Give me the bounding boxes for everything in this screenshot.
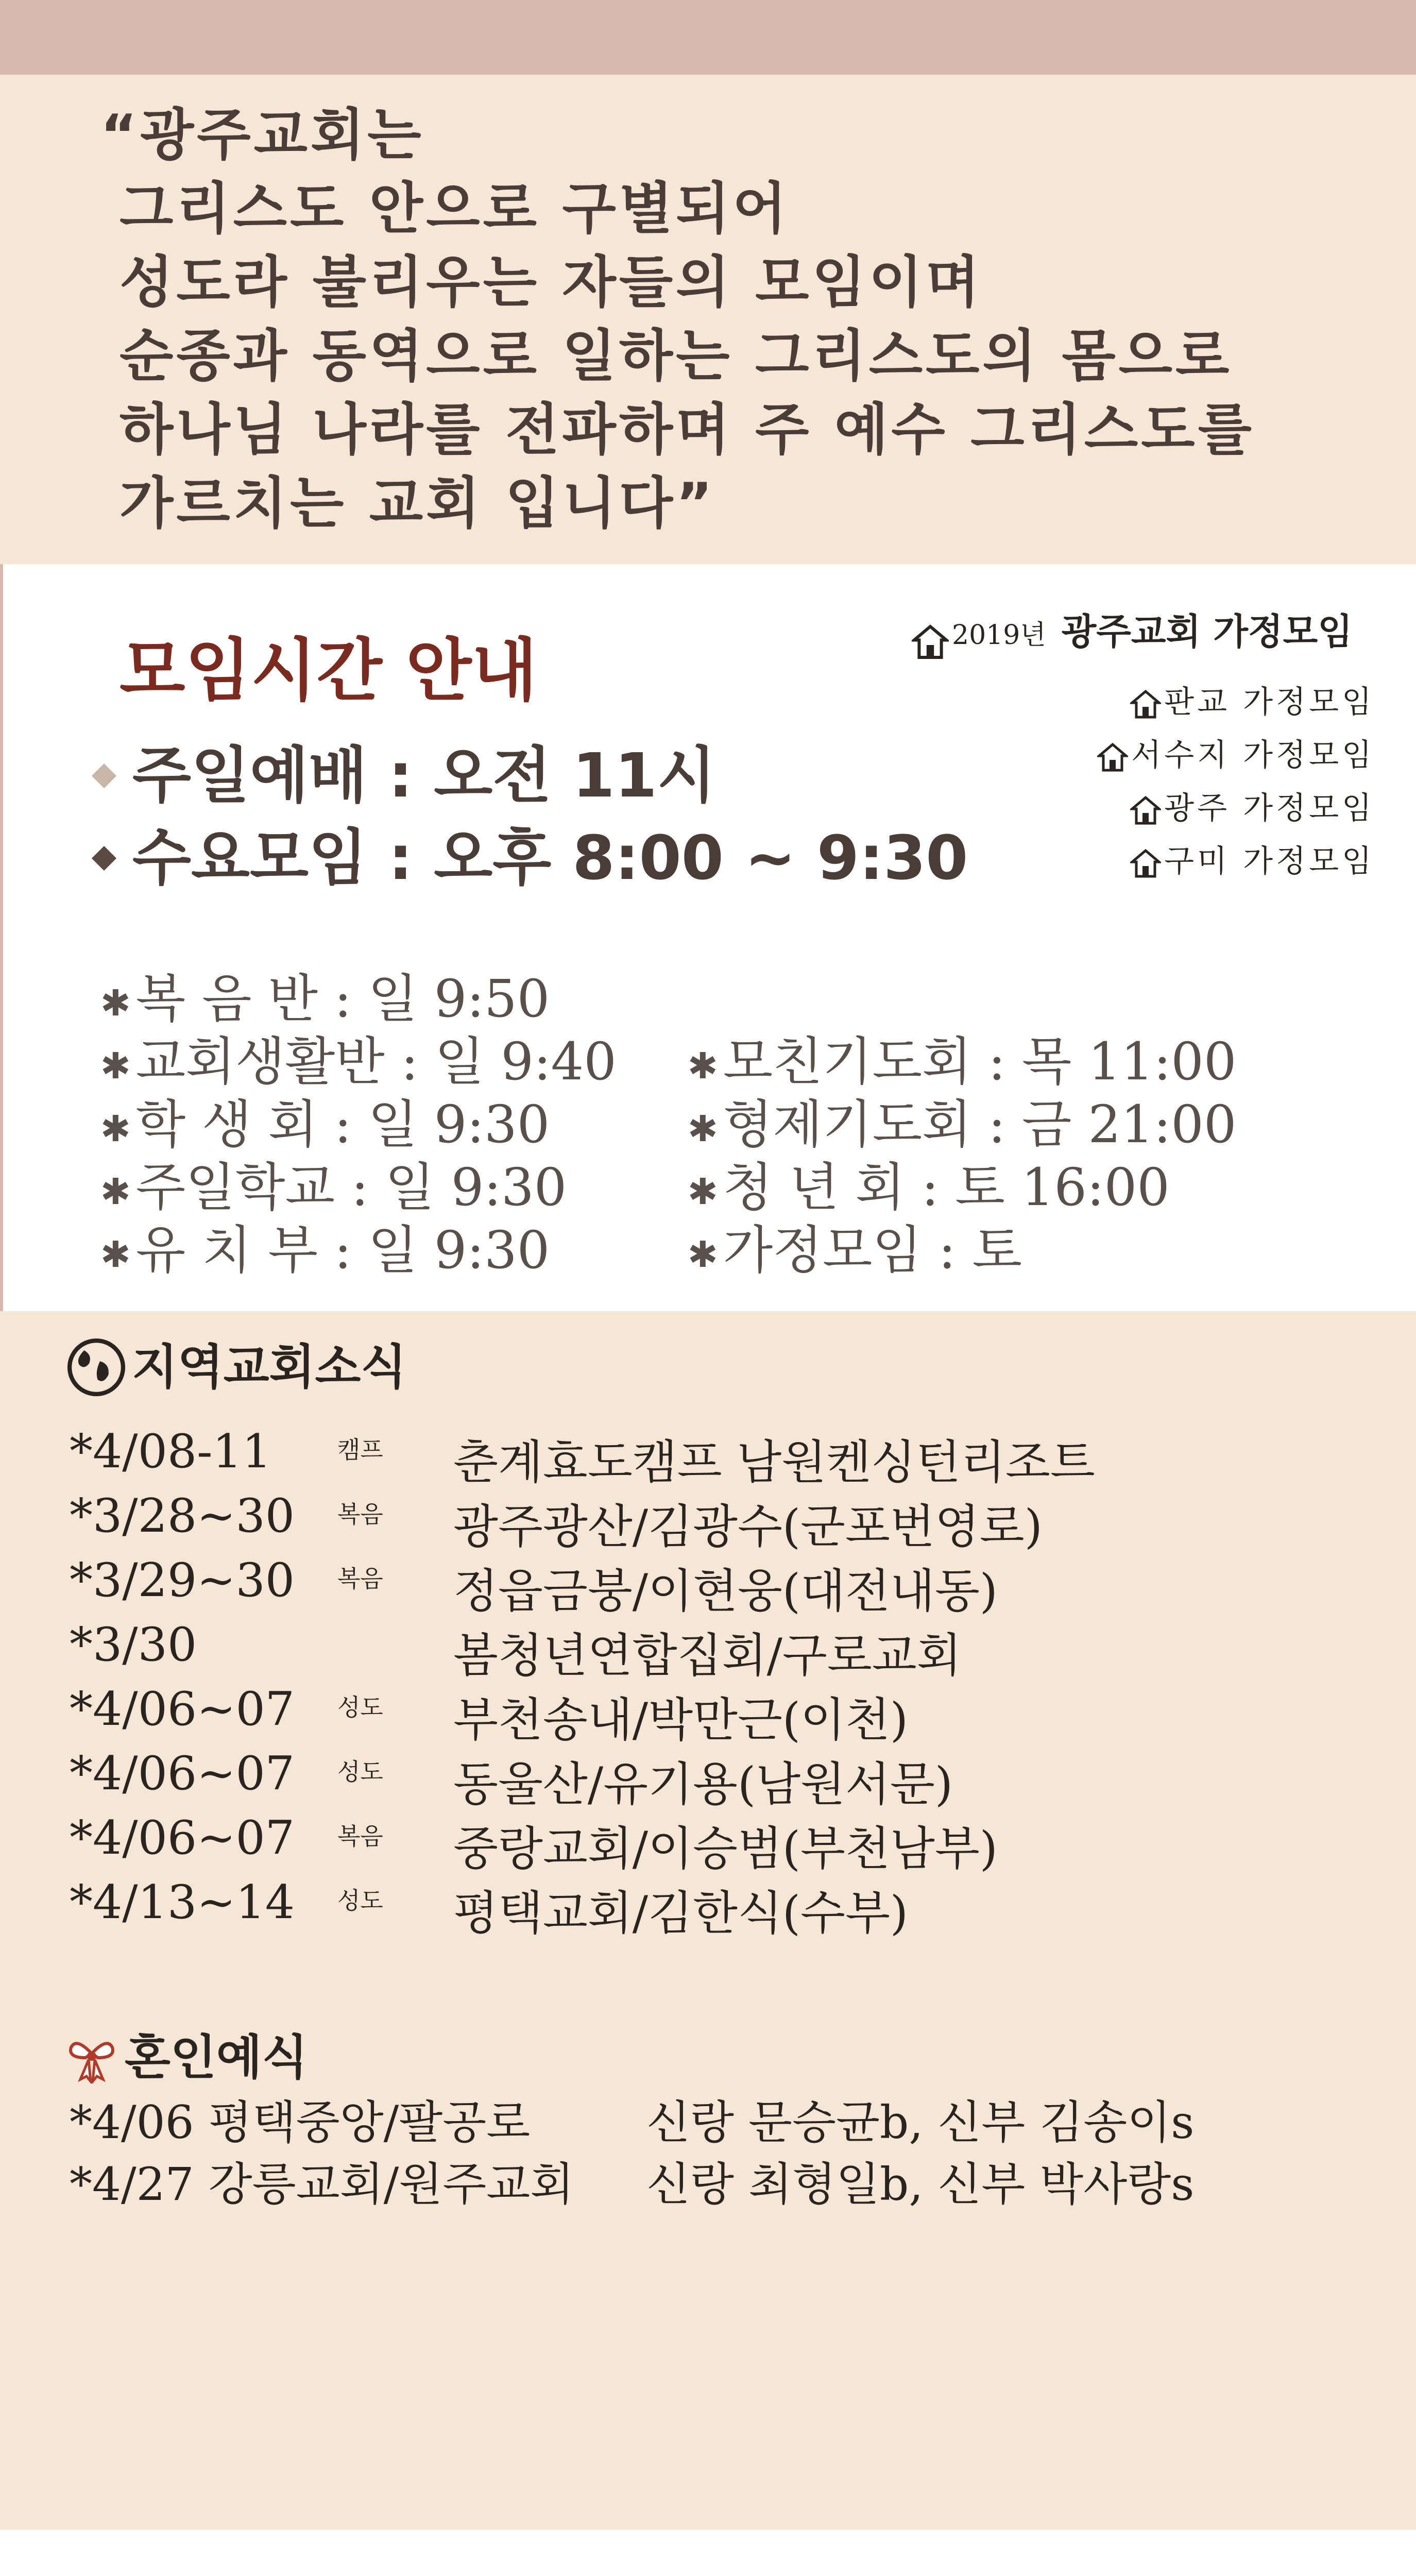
news-tag: 복음 xyxy=(337,1822,383,1850)
house-icon xyxy=(1130,849,1161,878)
home-meeting-label: 광주 가정모임 xyxy=(1164,790,1375,826)
schedule-time: : 일 9:30 xyxy=(351,1157,567,1217)
news-date: *4/06~07 xyxy=(70,1682,295,1736)
schedule-time: : 목 11:00 xyxy=(988,1031,1237,1092)
schedule-time: : 금 21:00 xyxy=(988,1094,1237,1155)
home-meeting-label: 판교 가정모임 xyxy=(1164,684,1375,720)
sunday-worship xyxy=(95,726,716,814)
news-date: *4/06~07 xyxy=(70,1747,295,1801)
diamond-bullet-icon xyxy=(92,764,116,788)
house-icon xyxy=(1130,689,1161,719)
schedule-item: ✱ 모친기도회 : 목 11:00 xyxy=(688,1031,1237,1092)
wedding-header xyxy=(66,2020,308,2088)
schedule-name: 유 치 부 xyxy=(135,1220,318,1280)
mission-line: 하나님 나라를 전파하며 주 예수 그리스도를 xyxy=(120,398,1255,462)
news-date: *3/30 xyxy=(70,1618,197,1672)
news-desc: 춘계효도캠프 남원켄싱턴리조트 xyxy=(453,1435,1095,1489)
schedule-item: ✱ 형제기도회 : 금 21:00 xyxy=(688,1094,1237,1155)
schedule-name: 청 년 회 xyxy=(723,1157,906,1217)
schedule-name: 모친기도회 xyxy=(723,1031,972,1092)
schedule-item: ✱ 학 생 회 : 일 9:30 xyxy=(100,1094,550,1155)
schedule-item: ✱ 주일학교 : 일 9:30 xyxy=(100,1157,567,1217)
schedule-item: ✱ 교회생활반 : 일 9:40 xyxy=(100,1031,617,1092)
schedule-name: 학 생 회 xyxy=(135,1094,318,1155)
home-meetings-year: 2019년 xyxy=(952,620,1046,651)
schedule-item: ✱ 유 치 부 : 일 9:30 xyxy=(100,1220,550,1280)
wedding-couple: 신랑 문승균b, 신부 김송이s xyxy=(646,2096,1195,2149)
top-band xyxy=(0,0,1416,75)
news-date: *3/29~30 xyxy=(70,1553,295,1607)
schedule-time: : 일 9:40 xyxy=(401,1031,617,1092)
meeting-title: 모임시간 안내 xyxy=(120,631,538,710)
house-icon xyxy=(1097,742,1128,772)
news-title: 지역교회소식 xyxy=(132,1340,407,1395)
left-edge-line xyxy=(0,564,3,1311)
home-meeting-item xyxy=(1097,731,1375,775)
wedding-event: *4/06 평택중앙/팔공로 xyxy=(70,2096,531,2149)
news-tag: 성도 xyxy=(337,1887,383,1914)
wednesday-meeting-text: 수요모임 : 오후 8:00 ~ 9:30 xyxy=(132,822,968,893)
news-tag: 성도 xyxy=(337,1758,383,1786)
news-date: *4/06~07 xyxy=(70,1811,295,1865)
news-desc: 평택교회/김한식(수부) xyxy=(453,1886,909,1940)
mission-line: 그리스도 안으로 구별되어 xyxy=(120,177,790,241)
schedule-item: ✱ 가정모임 : 토 xyxy=(688,1220,1022,1280)
home-meetings-title: 광주교회 가정모임 xyxy=(1061,611,1353,653)
wedding-event: *4/27 강릉교회/원주교회 xyxy=(70,2158,574,2211)
news-desc: 봄청년연합집회/구로교회 xyxy=(453,1629,962,1683)
schedule-name: 복 음 반 xyxy=(135,969,318,1029)
news-tag: 캠프 xyxy=(337,1436,383,1464)
schedule-time: : 토 xyxy=(938,1220,1022,1280)
schedule-time: : 일 9:30 xyxy=(334,1220,550,1280)
house-icon xyxy=(1130,795,1161,825)
news-desc: 동울산/유기용(남원서문) xyxy=(453,1757,953,1811)
schedule-time: : 일 9:30 xyxy=(334,1094,550,1155)
wednesday-meeting xyxy=(95,809,968,896)
news-header xyxy=(66,1329,406,1401)
home-meeting-label: 서수지 가정모임 xyxy=(1131,737,1375,773)
sunday-worship-text: 주일예배 : 오전 11시 xyxy=(132,740,716,811)
ribbon-icon xyxy=(66,2032,117,2083)
news-desc: 중랑교회/이승범(부천남부) xyxy=(453,1822,998,1876)
mission-line: 순종과 동역으로 일하는 그리스도의 몸으로 xyxy=(120,324,1233,388)
schedule-name: 주일학교 xyxy=(135,1157,335,1217)
news-desc: 광주광산/김광수(군포번영로) xyxy=(453,1500,1043,1554)
schedule-time: : 토 16:00 xyxy=(921,1157,1170,1217)
globe-icon xyxy=(66,1337,127,1398)
wedding-title: 혼인예식 xyxy=(125,2030,308,2085)
news-tag: 복음 xyxy=(337,1565,383,1592)
mission-line: 성도라 불리우는 자들의 모임이며 xyxy=(120,250,983,315)
home-meetings-header xyxy=(912,603,1353,660)
news-tag: 성도 xyxy=(337,1693,383,1721)
home-meeting-item xyxy=(1130,677,1375,722)
mission-line: “광주교회는 xyxy=(100,103,424,167)
home-meeting-item xyxy=(1130,837,1375,881)
news-date: *4/13~14 xyxy=(70,1875,295,1929)
home-meeting-label: 구미 가정모임 xyxy=(1164,843,1375,879)
wedding-couple: 신랑 최형일b, 신부 박사랑s xyxy=(646,2158,1195,2211)
news-desc: 부천송내/박만근(이천) xyxy=(453,1693,909,1747)
diamond-bullet-icon xyxy=(92,846,116,871)
home-meeting-item xyxy=(1130,784,1375,828)
schedule-name: 가정모임 xyxy=(723,1220,923,1280)
schedule-name: 교회생활반 xyxy=(135,1031,385,1092)
schedule-item: ✱ 복 음 반 : 일 9:50 xyxy=(100,969,550,1029)
mission-line: 가르치는 교회 입니다” xyxy=(120,471,716,536)
news-desc: 정읍금붕/이현웅(대전내동) xyxy=(453,1564,998,1618)
news-date: *4/08-11 xyxy=(70,1425,272,1479)
schedule-name: 형제기도회 xyxy=(723,1094,972,1155)
schedule-time: : 일 9:50 xyxy=(334,969,550,1029)
news-date: *3/28~30 xyxy=(70,1489,295,1543)
news-tag: 복음 xyxy=(337,1500,383,1528)
house-icon xyxy=(912,624,949,660)
schedule-item: ✱ 청 년 회 : 토 16:00 xyxy=(688,1157,1170,1217)
